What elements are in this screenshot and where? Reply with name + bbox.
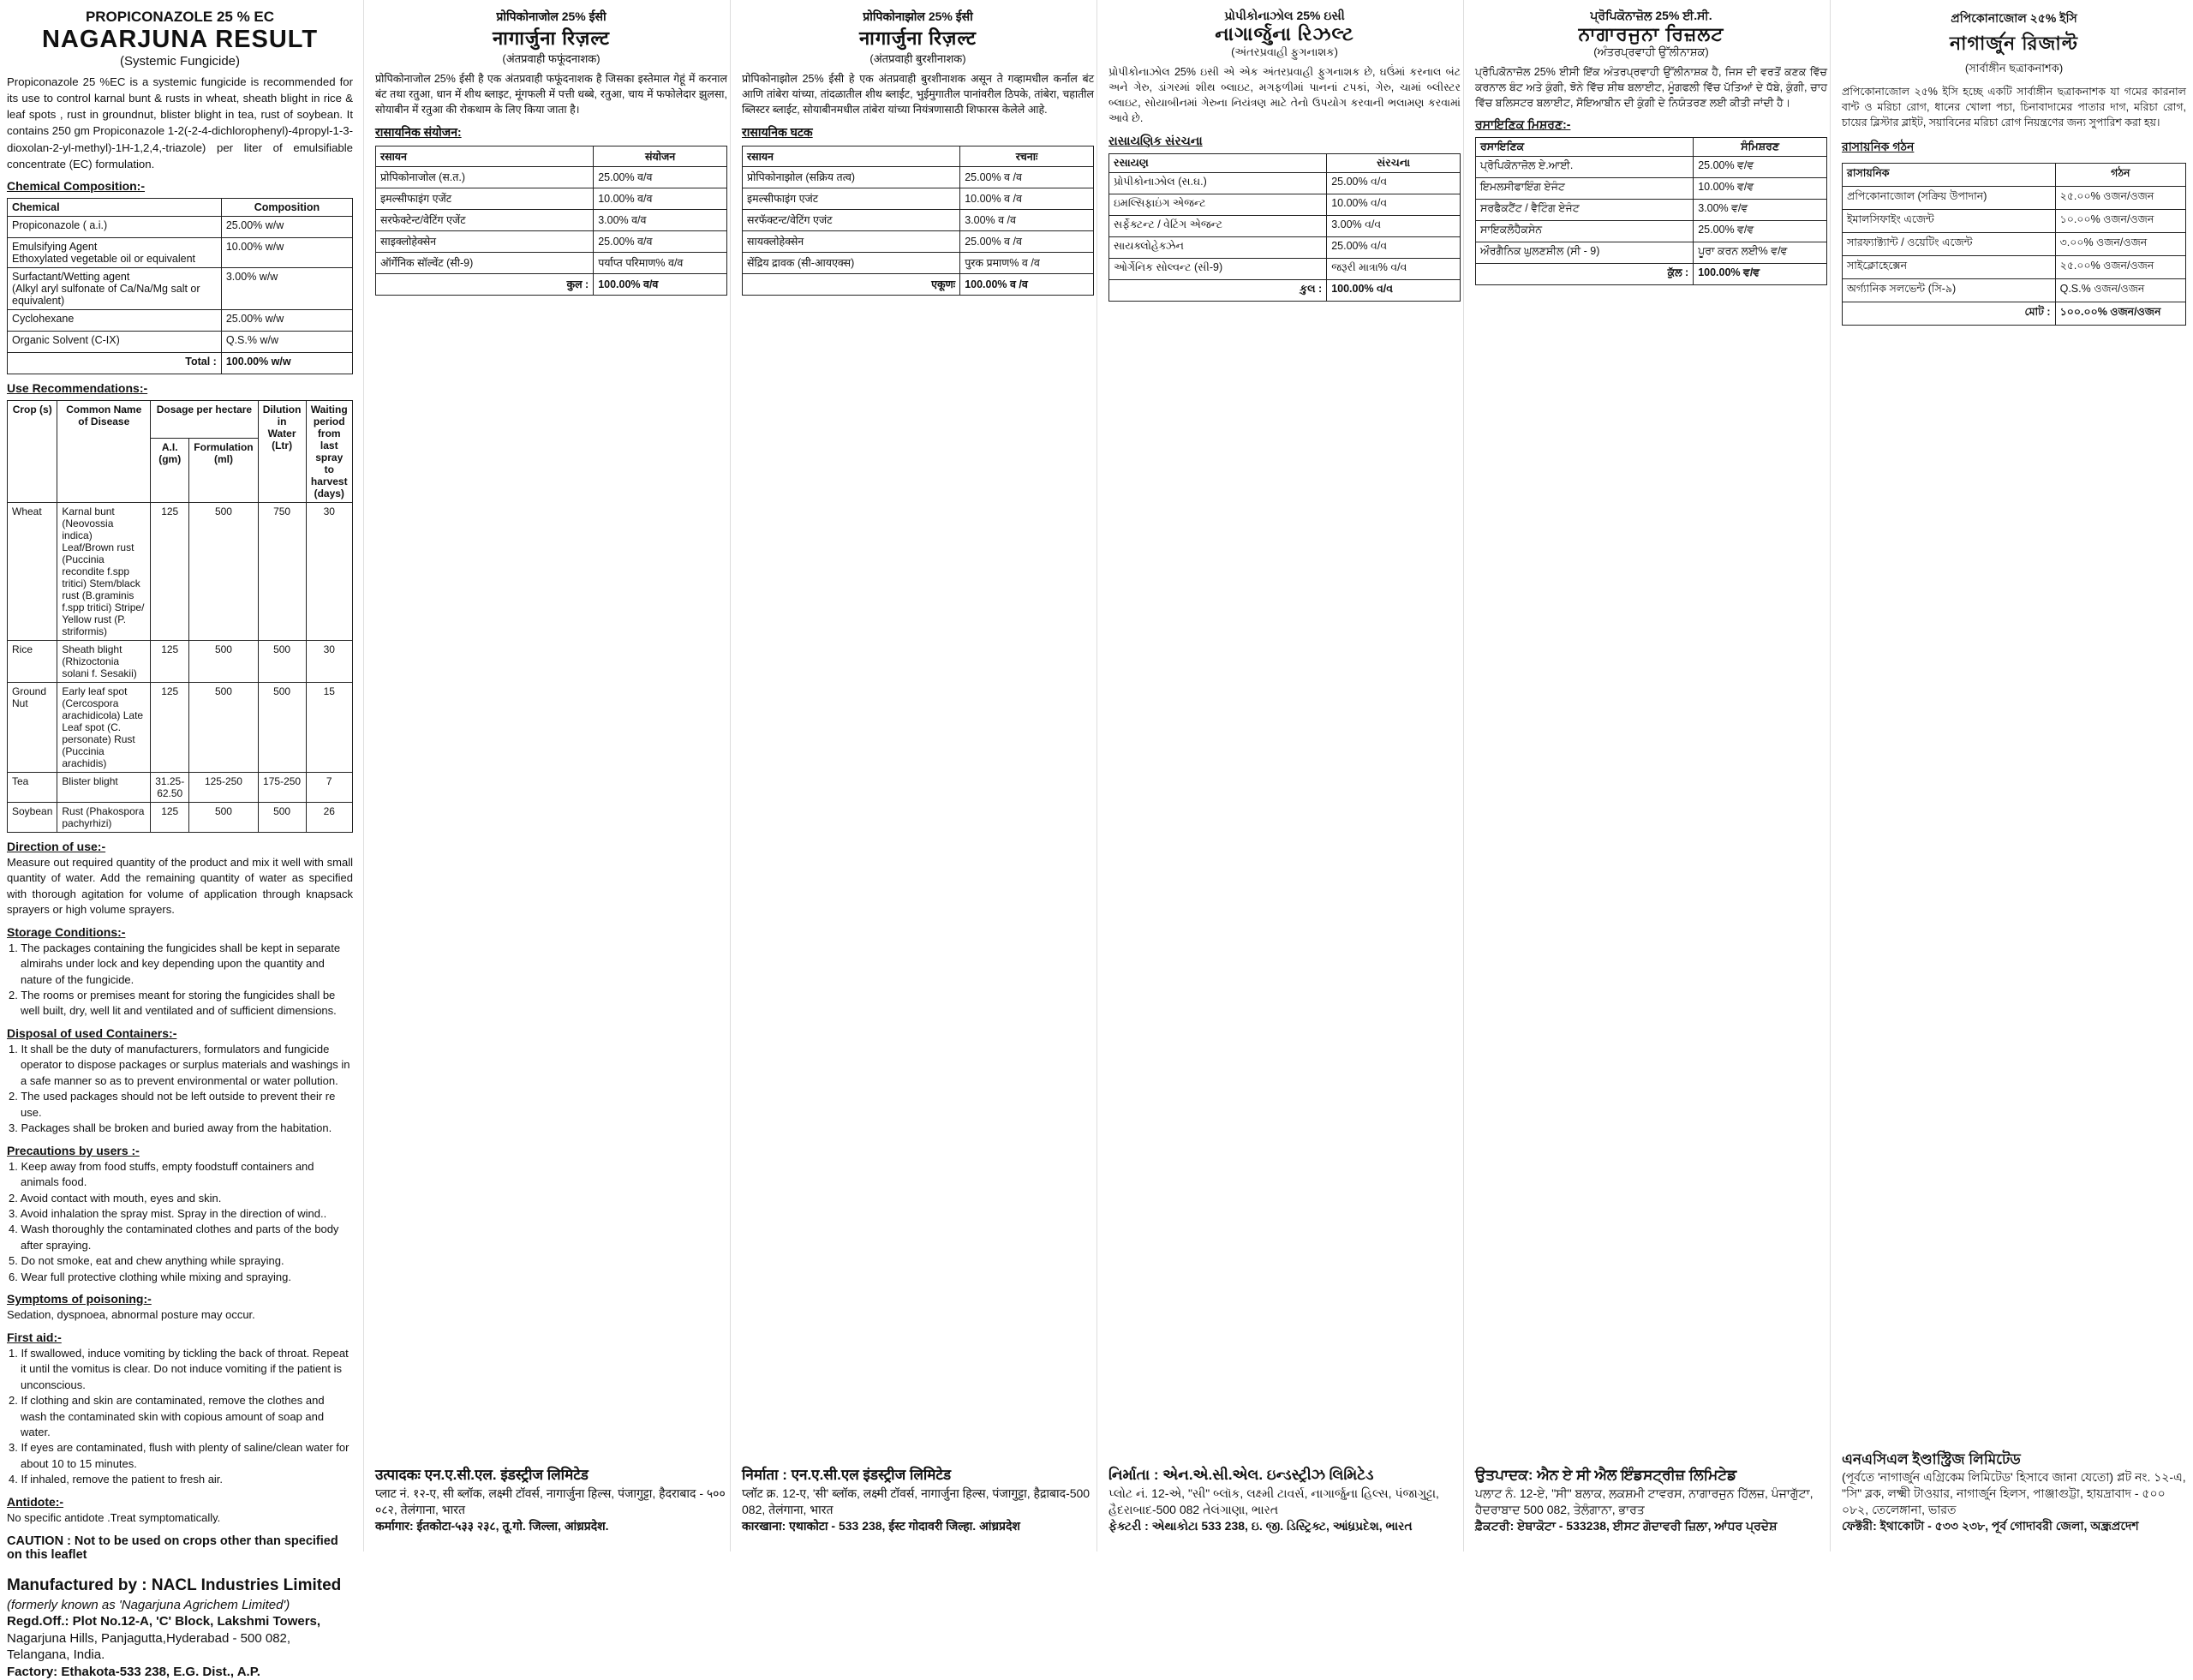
composition-chemical: સાયક્લોહેક્ઝેન (1109, 236, 1327, 258)
list-item: 1. It shall be the duty of manufacturers, formulators and fungicide operator to dispose packages or surplus materials and washings in a safe manner so as to prevent environmental or water pollution. (9, 1042, 350, 1087)
manufacturer-name: निर्माता : एन.ए.सी.एल इंडस्ट्रीज लिमिटेड (742, 1467, 952, 1484)
punjabi-column (1468, 0, 1834, 1551)
composition-heading: રાસાયણિક સંરચના (1108, 133, 1203, 147)
composition-table (1842, 163, 2186, 326)
composition-row (376, 231, 727, 253)
use-crop: Rice (8, 640, 57, 682)
composition-value: ২৫.০০% ওজন/ওজন (2055, 256, 2185, 279)
use-dilution: 175-250 (258, 772, 306, 802)
manufacturer-block (742, 1466, 1094, 1534)
composition-header-chemical: रसायन (743, 146, 960, 167)
subtitle: (ਅੰਤਰਪ੍ਰਵਾਹੀ ਉੱਲੀਨਾਸ਼ਕ) (1593, 45, 1709, 58)
manufacturer-factory: कर्मागार: ईतकोटा-५३३ २३८, तू.गो. जिल्ला, आंध्रप्रदेश. (375, 1519, 609, 1534)
list-item: 6. Wear full protective clothing while mixing and spraying. (9, 1270, 291, 1283)
composition-chemical: इमल्सीफाइंग एजंट (743, 188, 960, 210)
manufacturer-address: પ્લોટ નં. 12-એ, "સી" બ્લૉક, લક્ષ્મી ટાવર્સ, નાગાર્જુના હિલ્સ, પંજાગુટ્ટા, હૈદરાબાદ-500 082 તેલંગાણા, ભારત (1108, 1486, 1439, 1517)
use-waiting: 30 (306, 502, 353, 640)
use-formulation: 500 (189, 802, 258, 832)
composition-value: 25.00% ਵ/ਵ (1694, 157, 1827, 178)
composition-total-value: ১০০.০০% ওজন/ওজন (2055, 302, 2185, 326)
antidote-text: No specific antidote .Treat symptomatically. (7, 1510, 221, 1524)
composition-chemical: साइक्लोहेक्सेन (376, 231, 594, 253)
composition-row (1476, 178, 1827, 200)
use-header-disease: Common Name of Disease (57, 400, 151, 502)
column-divider (363, 0, 364, 1551)
composition-total-row (376, 274, 727, 296)
composition-chemical: ઓર્ગેનિક સોલ્વન્ટ (સી-9) (1109, 258, 1327, 279)
composition-value: ১০.০০% ওজন/ওজন (2055, 210, 2185, 233)
subtitle: (अंतप्रवाही फफूंदनाशक) (502, 52, 601, 65)
composition-header-row (1843, 164, 2186, 187)
use-heading: Use Recommendations:- (7, 380, 148, 395)
composition-row (743, 231, 1094, 253)
manufacturer-factory: ફેક્ટરી : એથાકોટા 533 238, ઇ. જી. ડિસ્ટ્રિક્ટ, આંધ્રપ્રદેશ, ભારત (1108, 1519, 1413, 1534)
composition-value: 3.00% w/w (221, 267, 352, 309)
composition-row (1476, 200, 1827, 221)
composition-chemical: ਔਰਗੈਨਿਕ ਘੁਲਣਸ਼ੀਲ (ਸੀ - 9) (1476, 242, 1694, 264)
composition-value: 3.00% ਵ/ਵ (1694, 200, 1827, 221)
intro-paragraph: ਪ੍ਰੋਪਿਕੋਨਾਜ਼ੋਲ 25% ਈਸੀ ਇੱਕ ਅੰਤਰਪ੍ਰਵਾਹੀ ਉੱਲੀਨਾਸ਼ਕ ਹੈ, ਜਿਸ ਦੀ ਵਰਤੋਂ ਕਣਕ ਵਿੱਚ ਕਰਨਾਲ ਬੰਟ ਅਤੇ ਕੁੰਗੀ, ਝੋਨੇ ਵਿੱਚ ਸ਼ੀਥ ਬਲਾਈਟ, ਮੂੰਗਫਲੀ ਵਿੱਚ ਪੱਤਿਆਂ ਦੇ ਧੱਬੇ, ਕੁੰਗੀ, ਚਾਹ ਵਿੱਚ ਬਲਿਸਟਰ ਬਲਾਈਟ, ਸੋਇਆਬੀਨ ਦੀ ਕੁੰਗੀ ਦੇ ਨਿਯੰਤਰਣ ਲਈ ਕੀਤੀ ਜਾਂਦੀ ਹੈ। (1475, 66, 1827, 110)
brand-title: নাগার্জুন রিজাল্ট (1950, 33, 2078, 54)
composition-total-label: कुल : (376, 274, 594, 296)
composition-row (1109, 215, 1461, 236)
composition-total-row (1109, 279, 1461, 301)
composition-chemical: অর্গ্যানিক সলভেন্ট (সি-৯) (1843, 279, 2056, 302)
composition-total-row (1476, 264, 1827, 285)
composition-heading: রাসায়নিক গঠন (1842, 140, 1915, 154)
composition-total-row (1843, 302, 2186, 326)
composition-row (743, 253, 1094, 274)
composition-row (1843, 279, 2186, 302)
composition-chemical: प्रोपिकोनाजोल (स.त.) (376, 167, 594, 188)
composition-heading: ਰਸਾਇਣਿਕ ਮਿਸ਼ਰਣ:- (1475, 117, 1571, 132)
composition-table (375, 146, 727, 296)
use-dilution: 500 (258, 802, 306, 832)
use-waiting: 15 (306, 682, 353, 772)
intro-paragraph: प्रोपिकोनाझोल 25% ईसी हे एक अंतप्रवाही बुरशीनाशक असून ते गव्हामधील कर्नाल बंट आणि तांबेरा यांच्या, तांदळातील शीथ ब्लाईट, भुईमुगातील पानांवरील ठिपके, तांबेरा, चहातील ब्लिस्टर ब्लाईट, सोयाबीनमधील तांबेरा यांच्या नियंत्रणासाठी शिफारस केलेले आहे. (742, 73, 1094, 117)
composition-total-value: 100.00% व /व (960, 274, 1094, 296)
composition-table (1108, 153, 1461, 302)
composition-row (1843, 210, 2186, 233)
manufacturer-name: નિર્માતા : એન.એ.સી.એલ. ઇન્ડસ્ટ્રીઝ લિમિટેડ (1108, 1467, 1374, 1484)
composition-total-label: Total : (8, 352, 222, 374)
composition-row (1109, 258, 1461, 279)
symptoms-heading: Symptoms of poisoning:- (7, 1292, 152, 1306)
use-waiting: 26 (306, 802, 353, 832)
intro-paragraph: Propiconazole 25 %EC is a systemic fungicide is recommended for its use to control karnal bunt & rusts in wheat, sheath blight in rice & leaf spots , rust in groundnut, blister blight in tea, rust of soybean. It contains 250 gm Propiconazole 1-2(-2-4-dichlorophenyl)-4propyl-1-3-dioxolan-2-yl-methyl)-1H-1,2,4,-triazole) per liter of emulsifiable concentrate (EC) formulation. (7, 75, 353, 170)
manufacturer-address: प्लॉट क्र. 12-ए, 'सी' ब्लॉक, लक्ष्मी टॉवर्स, नागार्जुना हिल्स, पंजागुट्टा, हैद्राबाद-500 082, तेलंगाना, भारत (742, 1486, 1091, 1517)
composition-value: 10.00% વ/વ (1327, 194, 1461, 215)
composition-value: 25.00% w/w (221, 216, 352, 237)
list-item: 3. If eyes are contaminated, flush with plenty of saline/clean water for about 10 to 15 minutes. (9, 1441, 350, 1470)
composition-header-chemical: रसायन (376, 146, 594, 167)
composition-value: ৩.০০% ওজন/ওজন (2055, 233, 2185, 256)
direction-heading: Direction of use:- (7, 839, 106, 853)
use-ai: 31.25-62.50 (151, 772, 189, 802)
use-crop: Soybean (8, 802, 57, 832)
composition-header-composition: গঠন (2055, 164, 2185, 187)
composition-chemical: પ્રોપીકોનાઝોલ (સ.ઘ.) (1109, 172, 1327, 194)
composition-row (1843, 233, 2186, 256)
composition-row (8, 267, 353, 309)
composition-value: 25.00% व /व (960, 231, 1094, 253)
manufacturer-block (375, 1466, 727, 1534)
composition-header-chemical: ਰਸਾਇਣਿਕ (1476, 138, 1694, 157)
use-disease: Karnal bunt (Neovossia indica) Leaf/Brown rust (Puccinia recondite f.spp tritici) Stem/black rust (B.graminis f.spp tritici) Stripe/ Yellow rust (P. striformis) (57, 502, 151, 640)
storage-heading: Storage Conditions:- (7, 924, 126, 939)
composition-heading: रासायनिक घटक (742, 125, 813, 140)
composition-chemical: ਸਰਫੈਕਟੈਂਟ / ਵੈਟਿੰਗ ਏਜੰਟ (1476, 200, 1694, 221)
use-formulation: 500 (189, 502, 258, 640)
composition-value: 10.00% w/w (221, 237, 352, 267)
use-formulation: 500 (189, 640, 258, 682)
composition-heading: Chemical Composition:- (7, 178, 146, 193)
manufacturer-name: এনএসিএল ইণ্ডাস্ট্রিজ লিমিটেড (1842, 1450, 2021, 1468)
composition-row (1843, 256, 2186, 279)
composition-total-label: एकूणः (743, 274, 960, 296)
use-header-dilution: Dilution in Water (Ltr) (258, 400, 306, 502)
composition-chemical: সাইক্লোহেক্সেন (1843, 256, 2056, 279)
subtitle: (અંતરપ્રવાહી ફુગનાશક) (1231, 45, 1338, 58)
column-divider (1096, 0, 1097, 1551)
list-item: 1. Keep away from food stuffs, empty foodstuff containers and animals food. (9, 1159, 314, 1189)
manufacturer-address: ਪਲਾਟ ਨੰ. 12-ਏ, "ਸੀ" ਬਲਾਕ, ਲਕਸ਼ਮੀ ਟਾਵਰਸ, ਨਾਗਾਰਜੁਨ ਹਿੱਲਜ਼, ਪੰਜਾਗੁੱਟਾ, ਹੈਦਰਾਬਾਦ 500 082, ਤੇਲੰਗਾਨਾ, ਭਾਰਤ (1475, 1486, 1814, 1517)
use-header-formulation: Formulation (ml) (189, 439, 258, 502)
list-item: 3. Avoid inhalation the spray mist. Spray in the direction of wind.. (9, 1207, 327, 1220)
composition-row (376, 210, 727, 231)
composition-chemical: ਪ੍ਰੋਪਿਕੋਨਾਜ਼ੋਲ ਏ.ਆਈ. (1476, 157, 1694, 178)
list-item: 1. The packages containing the fungicides shall be kept in separate almirahs under lock and key depending upon the quantity and nature of the fungicide. (9, 941, 341, 986)
composition-table (742, 146, 1094, 296)
composition-chemical: सेंद्रिय द्रावक (सी-आयएक्स) (743, 253, 960, 274)
composition-chemical: सरफेक्टेन्ट/वेटिंग एजेंट (376, 210, 594, 231)
bengali-header (1842, 9, 2186, 79)
list-item: 2. Avoid contact with mouth, eyes and skin. (9, 1191, 222, 1205)
composition-header-chemical: રસાયણ (1109, 153, 1327, 172)
use-dilution: 750 (258, 502, 306, 640)
manufacturer-formerly: (formerly known as 'Nagarjuna Agrichem Limited') (7, 1597, 290, 1612)
list-item: 1. If swallowed, induce vomiting by tickling the back of throat. Repeat it until the vomitus is clear. Do not induce vomiting if the patient is unconscious. (9, 1346, 349, 1391)
composition-row (1476, 157, 1827, 178)
composition-header-chemical: রাসায়নিক (1843, 164, 2056, 187)
composition-row (376, 253, 727, 274)
manufacturer-block (1842, 1450, 2186, 1535)
use-ai: 125 (151, 502, 189, 640)
composition-row (376, 188, 727, 210)
composition-chemical: ਸਾਇਕਲੋਹੈਕਸੇਨ (1476, 221, 1694, 242)
composition-value: Q.S.% w/w (221, 331, 352, 352)
composition-row (1109, 236, 1461, 258)
manufacturer-block (7, 1575, 353, 1680)
list-item: 4. Wash thoroughly the contaminated clothes and parts of the body after spraying. (9, 1223, 339, 1252)
use-ai: 125 (151, 682, 189, 772)
composition-header-composition: સંરચના (1327, 153, 1461, 172)
use-disease: Sheath blight (Rhizoctonia solani f. Sesakii) (57, 640, 151, 682)
manufacturer-name: ਉਤਪਾਦਕ: ਐਨ ਏ ਸੀ ਐਲ ਇੰਡਸਟ੍ਰੀਜ਼ ਲਿਮਿਟੇਡ (1475, 1467, 1737, 1484)
composition-total-value: 100.00% w/w (221, 352, 352, 374)
antidote-heading: Antidote:- (7, 1494, 64, 1509)
composition-total-value: 100.00% ਵ/ਵ (1694, 264, 1827, 285)
use-ai: 125 (151, 802, 189, 832)
composition-value: Q.S.% ওজন/ওজন (2055, 279, 2185, 302)
composition-header-row (1476, 138, 1827, 157)
composition-value: 10.00% व /व (960, 188, 1094, 210)
composition-table (7, 198, 353, 374)
composition-header-row (1109, 153, 1461, 172)
composition-value: 25.00% ਵ/ਵ (1694, 221, 1827, 242)
hindi-column (368, 0, 734, 1551)
composition-row (8, 331, 353, 352)
composition-total-label: মোট : (1843, 302, 2056, 326)
composition-value: ২৫.০০% ওজন/ওজন (2055, 187, 2185, 210)
disposal-heading: Disposal of used Containers:- (7, 1025, 177, 1040)
storage-list (7, 941, 353, 1019)
composition-row (1476, 221, 1827, 242)
bengali-column (1835, 0, 2193, 1551)
composition-value: 10.00% व/व (594, 188, 727, 210)
composition-chemical: સર્ફેક્ટન્ટ / વેટિંગ એજન્ટ (1109, 215, 1327, 236)
caution-text: CAUTION : Not to be used on crops other than specified on this leaflet (7, 1534, 338, 1563)
composition-header-row (376, 146, 727, 167)
composition-chemical: সারফ্যাক্ট্যান্ট / ওয়েটিং এজেন্ট (1843, 233, 2056, 256)
composition-chemical: सरफॅक्टन्ट/वेटिंग एजंट (743, 210, 960, 231)
composition-total-row (743, 274, 1094, 296)
manufacturer-name: Manufactured by : NACL Industries Limited (7, 1576, 342, 1595)
composition-value: 25.00% व/व (594, 231, 727, 253)
product-line: PROPICONAZOLE 25 % EC (85, 9, 275, 25)
intro-paragraph: প্রপিকোনাজোল ২৫% ইসি হচ্ছে একটি সার্বাঙ্গীন ছত্রাকনাশক যা গমের কারনাল বান্ট ও মরিচা রোগ, ধানের খোলা পচা, চিনাবাদামের পাতার দাগ, মরিচা রোগ, চায়ের ব্লিস্টার ব্লাইট, সয়াবিনের মরিচা রোগ নিয়ন্ত্রণের জন্য সুপারিশ করা হয়। (1842, 86, 2186, 129)
use-row (8, 502, 353, 640)
composition-value: पुरक प्रमाण% व /व (960, 253, 1094, 274)
use-waiting: 30 (306, 640, 353, 682)
manufacturer-factory: ফেক্টরী: ইথাকোটা - ৫৩৩ ২৩৮, পূর্ব গোদাবরী জেলা, অন্ধ্রপ্রদেশ (1842, 1519, 2139, 1534)
composition-value: 25.00% w/w (221, 309, 352, 331)
composition-value: 25.00% व/व (594, 167, 727, 188)
composition-value: 3.00% વ/વ (1327, 215, 1461, 236)
intro-paragraph: प्रोपिकोनाजोल 25% ईसी है एक अंतप्रवाही फफूंदनाशक है जिसका इस्तेमाल गेहूं में करनाल बंट तथा रतुआ, धान में शीथ ब्लाइट, मूंगफली में पत्ती धब्बे, रतुआ, चाय में फफोलेदार झुलसा, सोयाबीन में रतुआ की रोकथाम के लिए किया जाता है। (375, 73, 727, 117)
brand-title: ਨਾਗਾਰਜੁਨਾ ਰਿਜ਼ਲਟ (1578, 23, 1724, 45)
composition-value: 10.00% ਵ/ਵ (1694, 178, 1827, 200)
composition-chemical: Propiconazole ( a.i.) (8, 216, 222, 237)
marathi-column (735, 0, 1101, 1551)
use-dilution: 500 (258, 640, 306, 682)
manufacturer-regd: Regd.Off.: Plot No.12-A, 'C' Block, Lakshmi Towers, (7, 1614, 321, 1629)
gujarati-column (1102, 0, 1467, 1551)
composition-row (743, 188, 1094, 210)
composition-row (743, 210, 1094, 231)
composition-row (376, 167, 727, 188)
use-row (8, 682, 353, 772)
composition-value: જરૂરી માત્રા% વ/વ (1327, 258, 1461, 279)
product-line: ਪ੍ਰੋਪਿਕੋਨਾਜ਼ੋਲ 25% ਈ.ਸੀ. (1590, 9, 1712, 22)
composition-row (1109, 172, 1461, 194)
use-disease: Early leaf spot (Cercospora arachidicola) Late Leaf spot (C. personate) Rust (Puccinia arachidis) (57, 682, 151, 772)
manufacturer-address: प्लाट नं. १२-ए, सी ब्लॉक, लक्ष्मी टॉवर्स, नागार्जुना हिल्स, पंजागुट्टा, हैदराबाद - ५०० ०८२, तेलंगाना, भारत (375, 1486, 726, 1517)
composition-chemical: প্রপিকোনাজোল (সক্রিয় উপাদান) (1843, 187, 2056, 210)
manufacturer-name: उत्पादकः एन.ए.सी.एल. इंडस्ट्रीज लिमिटेड (375, 1467, 589, 1484)
composition-chemical: इमल्सीफाइंग एजेंट (376, 188, 594, 210)
composition-value: पर्याप्त परिमाण% व/व (594, 253, 727, 274)
gujarati-header (1108, 9, 1461, 59)
direction-text: Measure out required quantity of the product and mix it well with small quantity of water. Add the remaining quantity of water as specified with thorough agitation for volume of application through knapsack sprayers or high volume sprayers. (7, 855, 353, 917)
composition-table (1475, 137, 1827, 285)
column-divider (1463, 0, 1464, 1551)
use-ai: 125 (151, 640, 189, 682)
firstaid-heading: First aid:- (7, 1330, 62, 1344)
composition-value: 3.00% व /व (960, 210, 1094, 231)
use-disease: Rust (Phakospora pachyrhizi) (57, 802, 151, 832)
composition-header-composition: रचनाः (960, 146, 1094, 167)
list-item: 2. If clothing and skin are contaminated, remove the clothes and wash the contaminated skin with copious amount of soap and water. (9, 1394, 325, 1438)
composition-value: 25.00% વ/વ (1327, 236, 1461, 258)
list-item: 3. Packages shall be broken and buried away from the habitation. (9, 1121, 332, 1135)
composition-chemical: ਇਮਲਸੀਫਾਇੰਗ ਏਜੰਟ (1476, 178, 1694, 200)
precaution-list (7, 1159, 353, 1286)
use-recommendation-table (7, 400, 353, 833)
composition-row (1109, 194, 1461, 215)
use-header-waiting: Waiting period from last spray to harvest (days) (306, 400, 353, 502)
use-crop: Tea (8, 772, 57, 802)
composition-total-value: 100.00% व/व (594, 274, 727, 296)
marathi-header (742, 9, 1094, 66)
column-divider (1830, 0, 1831, 1551)
composition-chemical: ইমালসিফাইং এজেন্ট (1843, 210, 2056, 233)
brand-title: नागार्जुना रिज़ल्ट (492, 27, 611, 49)
composition-chemical: ऑर्गेनिक सॉल्वेंट (सी-9) (376, 253, 594, 274)
composition-chemical: Cyclohexane (8, 309, 222, 331)
english-column (0, 0, 360, 1679)
manufacturer-address: (পূর্বতে 'নাগার্জুন এগ্রিকেম লিমিটেড' হিসাবে জানা যেতো) প্লট নং. ১২-এ, "সি" ব্লক, লক্ষ্মী টাওয়ার, নাগার্জুন হিলস, পাঞ্জাগুট্টা, হায়দ্রাবাদ - ৫০০ ০৮২, তেলেঙ্গানা, ভারত (1842, 1470, 2186, 1517)
subtitle: (अंतप्रवाही बुरशीनाशक) (869, 52, 966, 65)
composition-value: 3.00% व/व (594, 210, 727, 231)
composition-header-composition: संयोजन (594, 146, 727, 167)
brand-title: नागार्जुना रिज़ल्ट (858, 27, 977, 49)
manufacturer-block (1108, 1466, 1461, 1534)
english-header (7, 9, 353, 69)
composition-row (743, 167, 1094, 188)
product-line: प्रोपिकोनाझोल 25% ईसी (863, 9, 973, 23)
manufacturer-regd-2: Nagarjuna Hills, Panjagutta,Hyderabad - 500 082, Telangana, India. (7, 1630, 291, 1663)
use-header-crop: Crop (s) (8, 400, 57, 502)
use-waiting: 7 (306, 772, 353, 802)
manufacturer-block (1475, 1466, 1827, 1534)
use-disease: Blister blight (57, 772, 151, 802)
hindi-header (375, 9, 727, 66)
use-crop: Ground Nut (8, 682, 57, 772)
composition-chemical: Organic Solvent (C-IX) (8, 331, 222, 352)
composition-chemical: प्रोपिकोनाझोल (सक्रिय तत्व) (743, 167, 960, 188)
firstaid-list (7, 1346, 353, 1488)
composition-chemical: Emulsifying Agent Ethoxylated vegetable oil or equivalent (8, 237, 222, 267)
use-header-dosage: Dosage per hectare (151, 400, 258, 439)
composition-header-composition: Composition (221, 198, 352, 216)
use-row (8, 640, 353, 682)
composition-row (8, 237, 353, 267)
column-divider (730, 0, 731, 1551)
use-formulation: 125-250 (189, 772, 258, 802)
use-dilution: 500 (258, 682, 306, 772)
subtitle: (সার্বাঙ্গীন ছত্রাকনাশক) (1964, 62, 2064, 75)
composition-total-label: કુલ : (1109, 279, 1327, 301)
use-row (8, 802, 353, 832)
symptoms-text: Sedation, dyspnoea, abnormal posture may occur. (7, 1308, 255, 1322)
manufacturer-factory: ਫ਼ੈਕਟਰੀ: ਏਥਾਕੋਟਾ - 533238, ਈਸਟ ਗੋਦਾਵਰੀ ਜ਼ਿਲਾ, ਆਂਧਰ ਪ੍ਰਦੇਸ਼ (1475, 1519, 1778, 1534)
use-header-ai: A.I. (gm) (151, 439, 189, 502)
composition-chemical: ઇમલ્સિફાઇંગ એજન્ટ (1109, 194, 1327, 215)
use-formulation: 500 (189, 682, 258, 772)
list-item: 2. The rooms or premises meant for storing the fungicides shall be well built, dry, well lit and ventilated and of sufficient dimensions. (9, 989, 337, 1018)
list-item: 5. Do not smoke, eat and chew anything while spraying. (9, 1254, 284, 1268)
composition-row (1476, 242, 1827, 264)
list-item: 4. If inhaled, remove the patient to fresh air. (9, 1473, 224, 1486)
product-line: প্রপিকোনাজোল ২৫% ইসি (1951, 11, 2077, 25)
subtitle: (Systemic Fungicide) (119, 54, 241, 69)
composition-chemical: Surfactant/Wetting agent (Alkyl aryl sulfonate of Ca/Na/Mg salt or equivalent) (8, 267, 222, 309)
composition-total-value: 100.00% વ/વ (1327, 279, 1461, 301)
use-row (8, 772, 353, 802)
composition-heading: रासायनिक संयोजन: (375, 125, 462, 140)
manufacturer-factory: कारखाना: एथाकोटा - 533 238, ईस्ट गोदावरी जिल्हा. आंध्रप्रदेश (742, 1519, 1020, 1534)
composition-row (1843, 187, 2186, 210)
composition-total-label: ਕੁੱਲ : (1476, 264, 1694, 285)
composition-header-chemical: Chemical (8, 198, 222, 216)
brand-title: NAGARJUNA RESULT (41, 26, 319, 53)
product-line: प्रोपिकोनाजोल 25% ईसी (496, 9, 607, 23)
intro-paragraph: પ્રોપીકોનાઝોલ 25% ઇસી એ એક અંતરપ્રવાહી ફુગનાશક છે, ઘઉંમાં કરનાલ બંટ અને ગેરુ, ડાંગરમાં શીથ બ્લાઇટ, મગફળીમાં પાનનાં ટપકાં, ગેરુ, ચામાં બ્લીસ્ટર બ્લાઇટ, સોયાબીનમાં ગેરુના નિયંત્રણ માટે તેનો ઉપયોગ કરવાની ભલામણ કરવામાં આવે છે. (1108, 66, 1461, 125)
list-item: 2. The used packages should not be left outside to prevent their re use. (9, 1090, 336, 1119)
composition-row (8, 309, 353, 331)
punjabi-header (1475, 9, 1827, 59)
composition-header-row (743, 146, 1094, 167)
composition-chemical: सायक्लोहेक्सेन (743, 231, 960, 253)
composition-row (8, 216, 353, 237)
composition-header-composition: ਸੰਮਿਸ਼ਰਣ (1694, 138, 1827, 157)
manufacturer-factory: Factory: Ethakota-533 238, E.G. Dist., A.P. (7, 1664, 260, 1679)
brand-title: નાગાર્જુના રિઝલ્ટ (1215, 23, 1354, 45)
composition-value: 25.00% વ/વ (1327, 172, 1461, 194)
product-line: પ્રોપીકોનાઝોલ 25% ઇસી (1224, 9, 1345, 22)
use-crop: Wheat (8, 502, 57, 640)
composition-value: 25.00% व /व (960, 167, 1094, 188)
composition-value: ਪੂਰਾ ਕਰਨ ਲਈ% ਵ/ਵ (1694, 242, 1827, 264)
precaution-heading: Precautions by users :- (7, 1143, 140, 1157)
disposal-list (7, 1042, 353, 1137)
